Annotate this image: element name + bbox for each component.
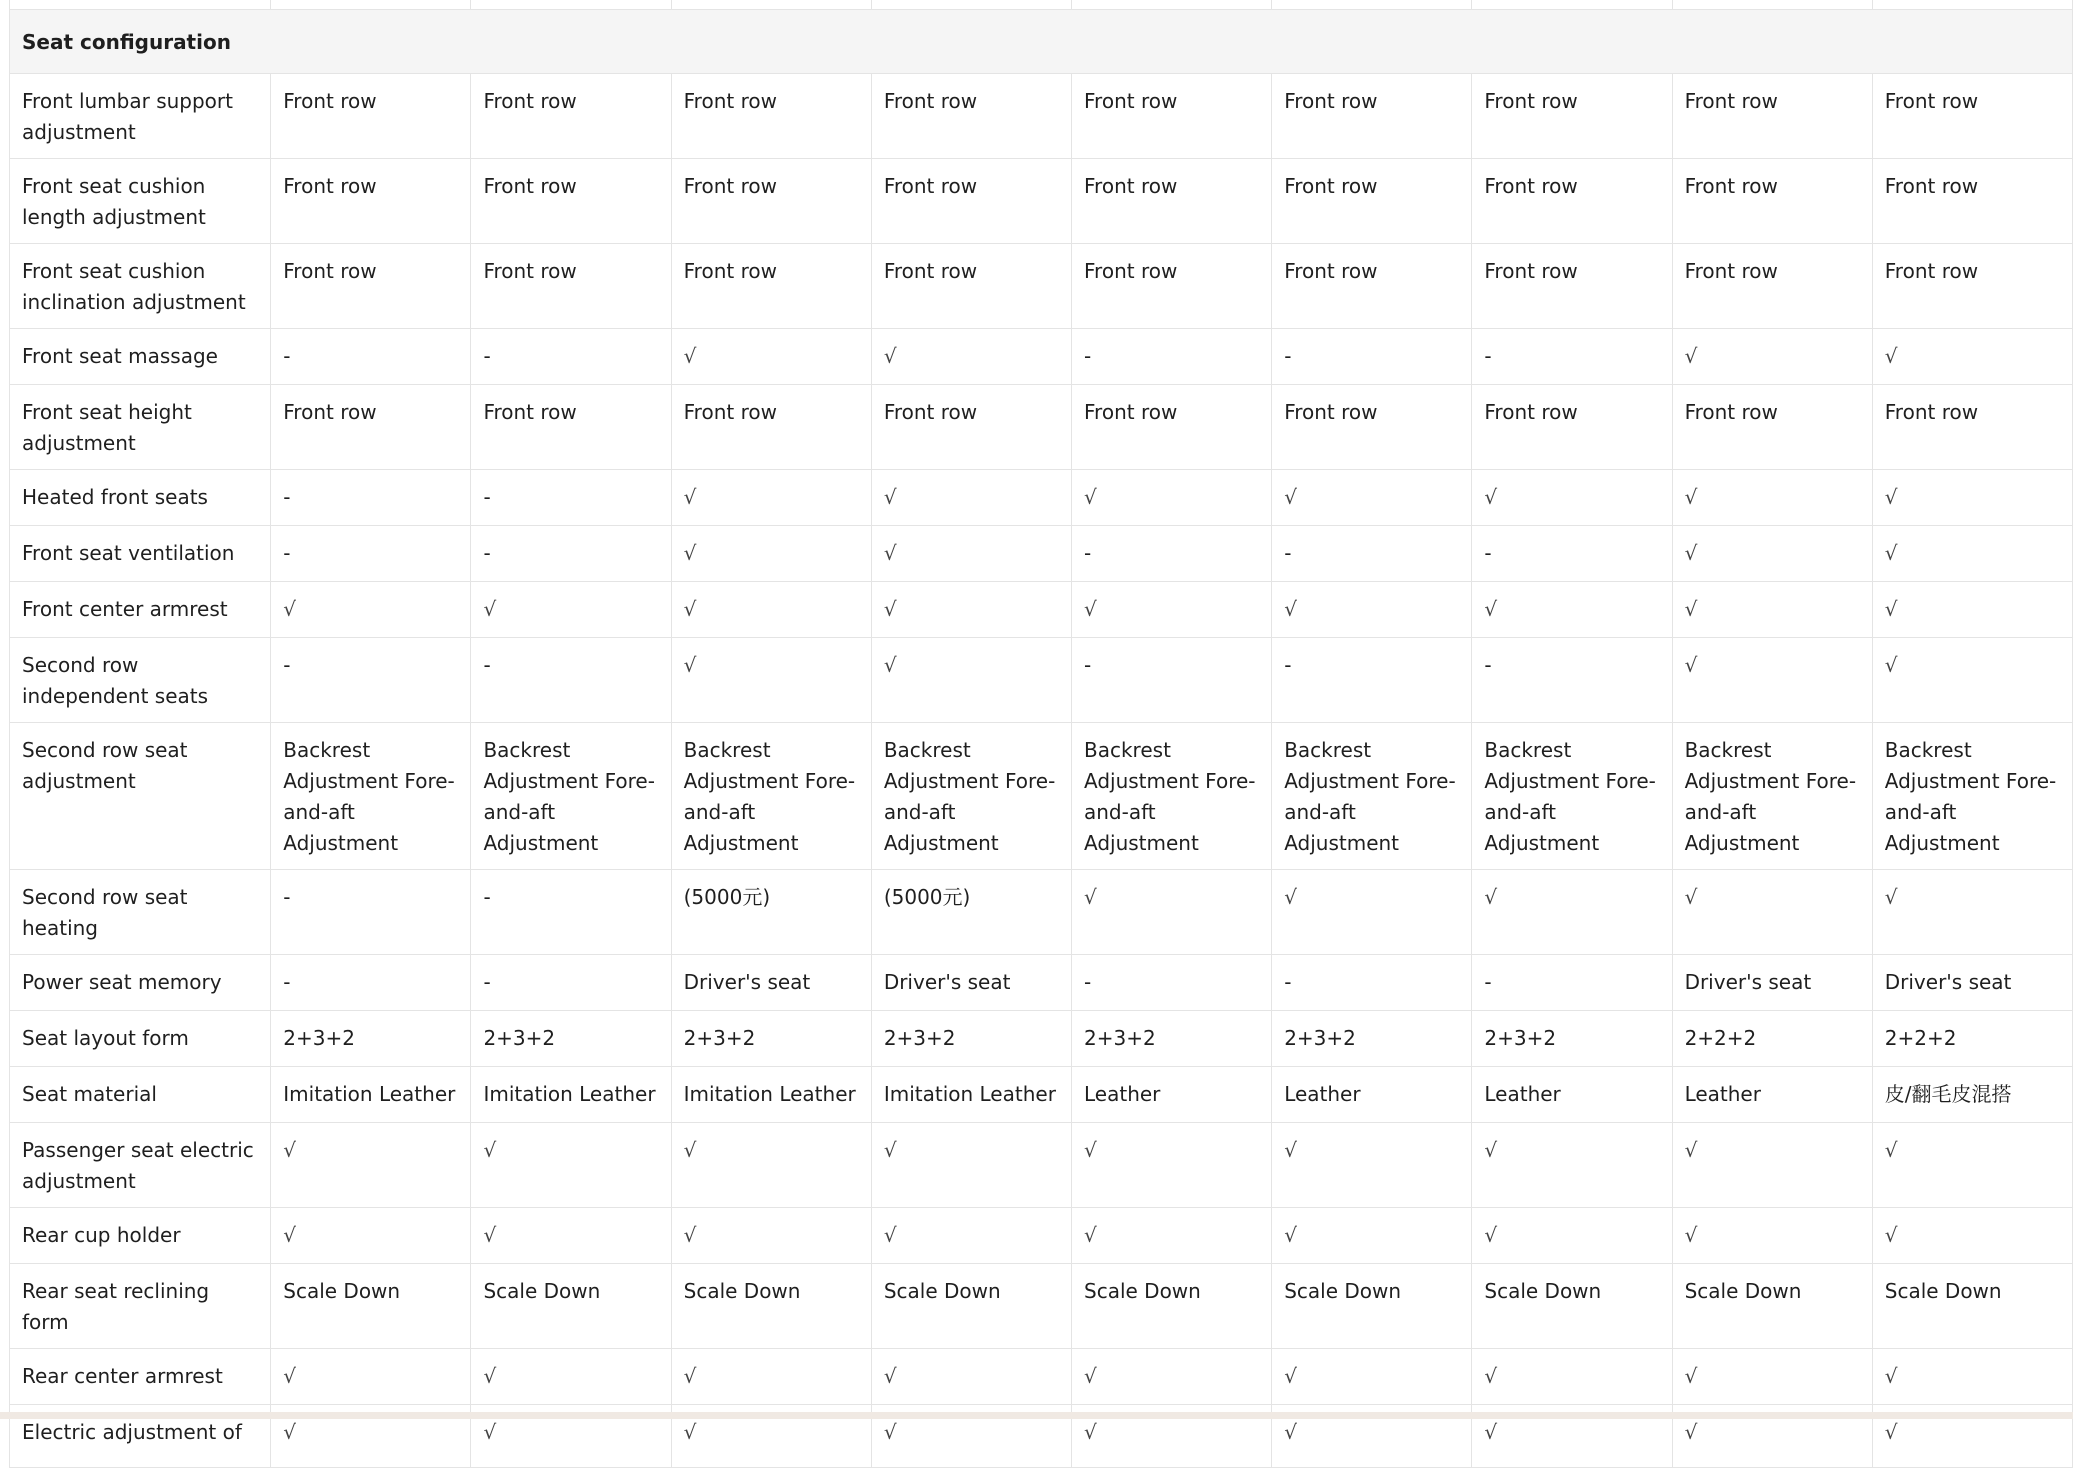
cell-value: 2+3+2 [1472,1011,1672,1067]
table-body [10,0,2073,1468]
cell-value: Front row [671,385,871,470]
cell-value: √ [1872,1208,2072,1264]
cell-value: √ [671,1208,871,1264]
cell-value: √ [871,329,1071,385]
cell-value: Front row [271,244,471,329]
table-row [10,1123,2073,1208]
cell-value: √ [671,1405,871,1468]
cell-value: √ [1672,329,1872,385]
cell-value: - [1072,526,1272,582]
cell-value: - [1272,955,1472,1011]
cell-value: Backrest Adjustment Fore-and-aft Adjustment [1672,723,1872,870]
table-row [10,1208,2073,1264]
cell-value: Leather [1072,1067,1272,1123]
cell-value: √ [1272,1208,1472,1264]
cell-value: √ [671,582,871,638]
cell-value: √ [1272,1123,1472,1208]
table-row [10,244,2073,329]
cell-value: - [1472,955,1672,1011]
cell-value: √ [1072,582,1272,638]
cell-value: Front row [871,74,1071,159]
cell-value: √ [871,1405,1071,1468]
cell-value: Front row [1672,244,1872,329]
cell-value: Front row [1072,159,1272,244]
cell-value: √ [1472,1208,1672,1264]
table-row [10,385,2073,470]
cell-value: √ [871,526,1071,582]
row-label: Second row independent seats [10,638,271,723]
cell-value: - [471,955,671,1011]
cell-value: √ [271,1349,471,1405]
cell-value: √ [1272,1405,1472,1468]
cell-value: √ [1272,582,1472,638]
cell-value: Scale Down [871,1264,1071,1349]
cell-value: Front row [1472,385,1672,470]
table-row [10,1349,2073,1405]
cell-value: √ [1272,1349,1472,1405]
row-label: Electric adjustment of [10,1405,271,1468]
cell-value: 2+3+2 [1272,1011,1472,1067]
cell-value: √ [471,1349,671,1405]
cell-value: √ [1072,1123,1272,1208]
cell-value: Front row [1472,244,1672,329]
cell-value: √ [271,582,471,638]
table-row [10,470,2073,526]
cell-value: 2+3+2 [871,1011,1071,1067]
cell-value: Leather [1272,1067,1472,1123]
cell-value: √ [1472,870,1672,955]
cell-value: √ [1072,1405,1272,1468]
cell-value: √ [1472,582,1672,638]
cell-value: √ [1872,329,2072,385]
cell-value: √ [1672,638,1872,723]
cell-value: Backrest Adjustment Fore-and-aft Adjustment [1272,723,1472,870]
table-row [10,526,2073,582]
cell-value: √ [1272,470,1472,526]
table-row [10,723,2073,870]
cell-value: √ [471,1208,671,1264]
cell-value: Front row [471,159,671,244]
cell-value: - [1272,526,1472,582]
cell-value: - [271,329,471,385]
cell-value: Imitation Leather [871,1067,1071,1123]
cell-value: - [271,955,471,1011]
cell-value: √ [1672,470,1872,526]
cell-value: √ [271,1208,471,1264]
row-label: Power seat memory [10,955,271,1011]
cell-value: √ [271,1123,471,1208]
cell-value: - [471,329,671,385]
cell-value: √ [1672,1123,1872,1208]
cell-value: - [1272,638,1472,723]
cell-value: - [471,870,671,955]
cell-value: Imitation Leather [271,1067,471,1123]
cell-value: Backrest Adjustment Fore-and-aft Adjustment [871,723,1071,870]
row-label: Front seat massage [10,329,271,385]
cell-value: √ [1072,1208,1272,1264]
cell-value: √ [671,1349,871,1405]
cell-value: - [1072,329,1272,385]
cell-value: 2+3+2 [271,1011,471,1067]
cell-value: Leather [1672,1067,1872,1123]
row-label: Passenger seat electric adjustment [10,1123,271,1208]
cell-value: √ [471,582,671,638]
cell-value: Backrest Adjustment Fore-and-aft Adjustment [271,723,471,870]
cell-value: Front row [1672,74,1872,159]
cell-value: √ [871,470,1071,526]
cell-value: - [1472,329,1672,385]
top-strip-row [10,0,2073,10]
table-row [10,329,2073,385]
cell-value: √ [1672,582,1872,638]
cell-value: Scale Down [1072,1264,1272,1349]
cell-value: - [1272,329,1472,385]
cell-value: Front row [671,244,871,329]
cell-value: √ [1472,1123,1672,1208]
row-label: Seat layout form [10,1011,271,1067]
cell-value: Front row [1272,159,1472,244]
row-label: Second row seat adjustment [10,723,271,870]
cell-value: Front row [671,159,871,244]
cell-value: Front row [1872,244,2072,329]
cell-value: Scale Down [671,1264,871,1349]
cell-value: √ [1672,526,1872,582]
row-label: Second row seat heating [10,870,271,955]
cell-value: Front row [1872,74,2072,159]
cell-value: √ [1672,870,1872,955]
row-label: Rear seat reclining form [10,1264,271,1349]
cell-value: √ [1872,582,2072,638]
cell-value: - [471,526,671,582]
cell-value: √ [1872,1123,2072,1208]
cell-value: √ [1072,470,1272,526]
cell-value: (5000元) [671,870,871,955]
cell-value: Driver's seat [871,955,1071,1011]
cell-value: - [471,470,671,526]
cell-value: √ [1672,1349,1872,1405]
cell-value: √ [1472,1405,1672,1468]
table-row [10,1011,2073,1067]
cell-value: Backrest Adjustment Fore-and-aft Adjustment [671,723,871,870]
cell-value: √ [1872,1405,2072,1468]
cell-value: Front row [671,74,871,159]
cell-value: - [1472,526,1672,582]
table-row [10,74,2073,159]
cell-value: √ [1872,1349,2072,1405]
cell-value: Driver's seat [671,955,871,1011]
table-row [10,1264,2073,1349]
row-label: Seat material [10,1067,271,1123]
cell-value: Scale Down [1472,1264,1672,1349]
cell-value: √ [1472,1349,1672,1405]
cell-value: Front row [1472,74,1672,159]
cell-value: Front row [1272,74,1472,159]
cell-value: Front row [471,385,671,470]
row-label: Front seat height adjustment [10,385,271,470]
cell-value: (5000元) [871,870,1071,955]
cell-value: Front row [871,159,1071,244]
cell-value: √ [871,1349,1071,1405]
cell-value: Front row [871,385,1071,470]
cell-value: Front row [271,74,471,159]
cell-value: Leather [1472,1067,1672,1123]
cell-value: √ [1072,870,1272,955]
cell-value: Scale Down [271,1264,471,1349]
cell-value: 皮/翻毛皮混搭 [1872,1067,2072,1123]
cell-value: Scale Down [471,1264,671,1349]
cell-value: √ [671,638,871,723]
cell-value: Front row [1272,385,1472,470]
cell-value: Imitation Leather [671,1067,871,1123]
cell-value: 2+2+2 [1672,1011,1872,1067]
cell-value: Scale Down [1872,1264,2072,1349]
cell-value: √ [271,1405,471,1468]
cell-value: Front row [1272,244,1472,329]
cell-value: Front row [1872,159,2072,244]
cell-value: 2+2+2 [1872,1011,2072,1067]
cell-value: √ [1872,638,2072,723]
cell-value: Front row [1672,385,1872,470]
cell-value: - [271,526,471,582]
cell-value: Backrest Adjustment Fore-and-aft Adjustment [1072,723,1272,870]
table-row [10,955,2073,1011]
cell-value: √ [471,1405,671,1468]
row-label: Front center armrest [10,582,271,638]
cell-value: √ [471,1123,671,1208]
cell-value: - [1072,955,1272,1011]
row-label: Front seat ventilation [10,526,271,582]
cell-value: 2+3+2 [671,1011,871,1067]
cell-value: 2+3+2 [471,1011,671,1067]
table-row [10,582,2073,638]
cell-value: √ [1672,1405,1872,1468]
section-header-row [10,10,2073,74]
cell-value: √ [1672,1208,1872,1264]
cell-value: - [271,638,471,723]
cell-value: Driver's seat [1872,955,2072,1011]
cell-value: Front row [1672,159,1872,244]
cell-value: √ [871,582,1071,638]
cell-value: Front row [1072,244,1272,329]
cell-value: - [1472,638,1672,723]
cell-value: √ [1472,470,1672,526]
row-label: Front lumbar support adjustment [10,74,271,159]
table-row [10,638,2073,723]
cell-value: Front row [1872,385,2072,470]
cell-value: Front row [271,385,471,470]
cell-value: 2+3+2 [1072,1011,1272,1067]
cell-value: Scale Down [1672,1264,1872,1349]
table-row [10,870,2073,955]
table-row [10,159,2073,244]
cell-value: √ [871,1208,1071,1264]
bottom-divider [0,1412,2073,1419]
cell-value: Front row [1072,74,1272,159]
cell-value: Driver's seat [1672,955,1872,1011]
row-label: Rear cup holder [10,1208,271,1264]
cell-value: √ [1872,470,2072,526]
cell-value: - [271,870,471,955]
cell-value: Backrest Adjustment Fore-and-aft Adjustment [1472,723,1672,870]
cell-value: √ [1072,1349,1272,1405]
cell-value: - [471,638,671,723]
cell-value: Front row [871,244,1071,329]
cell-value: Backrest Adjustment Fore-and-aft Adjustment [1872,723,2072,870]
cell-value: √ [1272,870,1472,955]
cell-value: Front row [1072,385,1272,470]
section-title: Seat configuration [10,10,2073,74]
row-label: Front seat cushion inclination adjustment [10,244,271,329]
cell-value: √ [671,1123,871,1208]
cell-value: √ [1872,870,2072,955]
row-label: Heated front seats [10,470,271,526]
cell-value: Imitation Leather [471,1067,671,1123]
cell-value: √ [871,638,1071,723]
cell-value: Backrest Adjustment Fore-and-aft Adjustment [471,723,671,870]
cell-value: Front row [471,74,671,159]
cell-value: √ [671,329,871,385]
row-label: Rear center armrest [10,1349,271,1405]
cell-value: Front row [471,244,671,329]
cell-value: - [1072,638,1272,723]
cell-value: - [271,470,471,526]
row-label: Front seat cushion length adjustment [10,159,271,244]
seat-configuration-table [9,0,2073,1468]
table-row [10,1067,2073,1123]
cell-value: Front row [1472,159,1672,244]
cell-value: √ [671,526,871,582]
cell-value: Front row [271,159,471,244]
cell-value: Scale Down [1272,1264,1472,1349]
cell-value: √ [871,1123,1071,1208]
cell-value: √ [1872,526,2072,582]
cell-value: √ [671,470,871,526]
